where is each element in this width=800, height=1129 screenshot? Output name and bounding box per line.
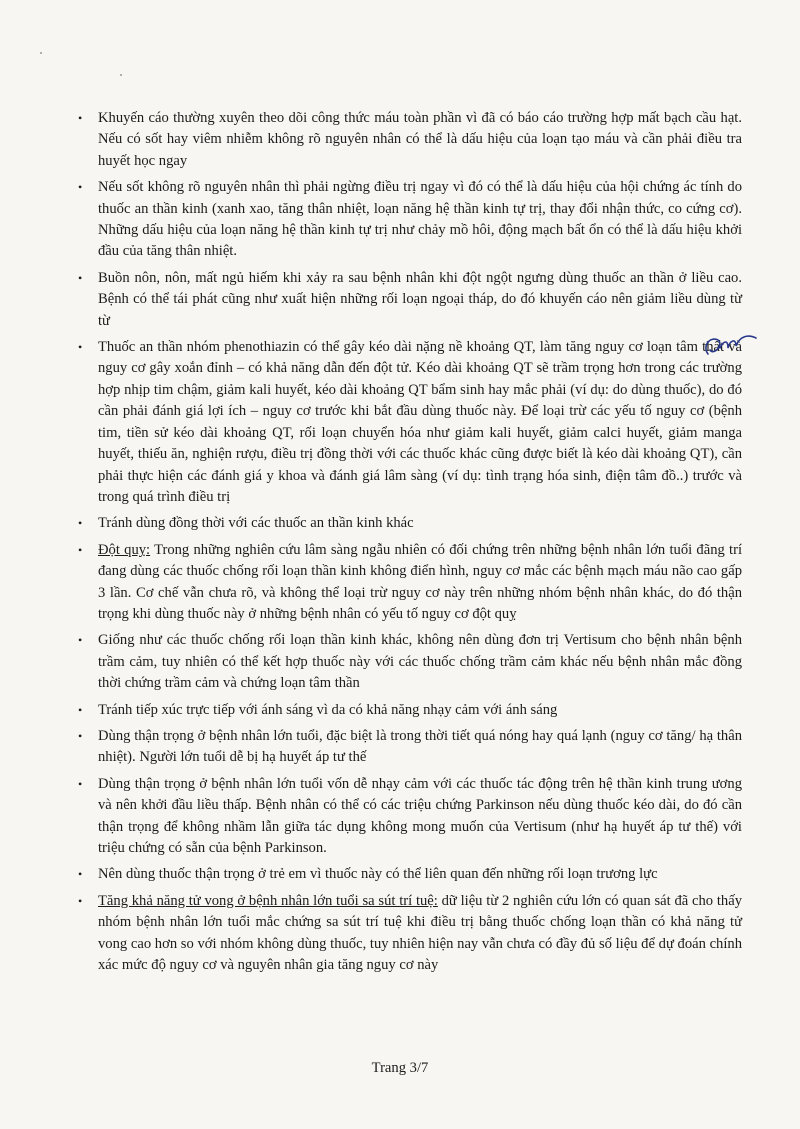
bullet-item — [78, 540, 742, 626]
bullet-icon: • — [78, 340, 83, 355]
bullet-icon: • — [78, 270, 83, 285]
bullet-item — [78, 864, 742, 885]
bullet-item — [78, 891, 742, 977]
handwritten-initial-icon — [700, 326, 760, 366]
scan-speck — [120, 74, 122, 76]
bullet-item — [78, 513, 742, 534]
bullet-text: Buồn nôn, nôn, mất ngủ hiếm khi xảy ra sau bệnh nhân khi đột ngột ngưng dùng thuốc an thần ở liều cao. Bệnh có thể tái phát cũng như xuất hiện những rối loạn ngoại tháp, do đó khuyến cáo nên giảm liều dùng từ từ — [98, 269, 742, 329]
scan-speck — [40, 52, 42, 54]
bullet-icon: • — [78, 516, 83, 531]
bullet-icon: • — [78, 702, 83, 717]
bullet-heading: Đột quỵ: — [98, 541, 151, 558]
bullet-icon: • — [78, 180, 83, 195]
bullet-text: Trong những nghiên cứu lâm sàng ngẫu nhiên có đối chứng trên những bệnh nhân lớn tuổi đãng trí đang dùng các thuốc chống rối loạn thần kinh không điển hình, nguy cơ mắc các bệnh mạch máu não cao gấp 3 lần. Cơ chế vẫn chưa rõ, và không thể loại trừ nguy cơ này trên những nhóm bệnh nhân khác, do đó thận trọng khi dùng thuốc này ở những bệnh nhân có yếu tố nguy cơ đột quỵ — [98, 541, 743, 622]
bullet-icon: • — [78, 893, 83, 908]
bullet-item — [78, 630, 742, 694]
bullet-icon: • — [78, 776, 83, 791]
bullet-text: Tránh tiếp xúc trực tiếp với ánh sáng vì da có khả năng nhạy cảm với ánh sáng — [98, 701, 558, 718]
bullet-item — [78, 268, 742, 332]
bullet-text: Nên dùng thuốc thận trọng ở trẻ em vì thuốc này có thể liên quan đến những rối loạn trương lực — [98, 866, 658, 883]
page-number: Trang 3/7 — [371, 1060, 429, 1076]
bullet-icon: • — [78, 111, 83, 125]
bullet-text: dữ liệu từ 2 nghiên cứu lớn có quan sát đã cho thấy nhóm bệnh nhân lớn tuổi mắc chứng sa sút trí tuệ khi điều trị bằng thuốc chống loạn thần có khả năng tử vong cao hơn so với nhóm không dùng thuốc, tuy nhiên hiện nay vẫn chưa có đầy đủ số liệu để dự đoán chính xác mức độ nguy cơ và nguyên nhân gia tăng nguy cơ này — [98, 892, 742, 974]
bullet-icon: • — [78, 867, 83, 882]
bullet-icon: • — [78, 633, 83, 648]
bullet-text: Thuốc an thần nhóm phenothiazin có thể gây kéo dài nặng nề khoảng QT, làm tăng nguy cơ loạn tâm thất và nguy cơ gây xoắn đỉnh – có khả năng dẫn đến đột tử. Kéo dài khoảng QT sẽ trầm trọng hơn trong các trường hợp nhịp tim chậm, giảm kali huyết, kéo dài khoảng QT bẩm sinh hay mắc phải (ví dụ: do dùng thuốc), do đó cần phải đánh giá lợi ích – nguy cơ trước khi bắt đầu dùng thuốc này. Để loại trừ các yếu tố nguy cơ (bệnh tim, tiền sử kéo dài khoảng QT, rối loạn chuyển hóa như giảm kali huyết, giảm calci huyết, giảm manga huyết, thiếu ăn, nghiện rượu, điều trị đồng thời với các thuốc khác cũng được biết là kéo dài khoảng QT), cần phải thực hiện các đánh giá y khoa và đánh giá lâm sàng (ví dụ: tình trạng hóa sinh, điện tâm đồ..) trước và trong quá trình điều trị — [98, 339, 742, 505]
bullet-item — [78, 774, 742, 860]
bullet-text: Nếu sốt không rõ nguyên nhân thì phải ngừng điều trị ngay vì đó có thể là dấu hiệu của hội chứng ác tính do thuốc an thần kinh (xanh xao, tăng thân nhiệt, loạn năng hệ thần kinh tự trị, thay đổi nhận thức, co cứng cơ). Những dấu hiệu của loạn năng hệ thần kinh tự trị như chảy mồ hôi, động mạch bất ổn có thể là dấu hiệu khởi đầu của tăng thân nhiệt. — [98, 179, 742, 260]
bullet-text: Tránh dùng đồng thời với các thuốc an thần kinh khác — [98, 515, 414, 532]
bullet-text: Dùng thận trọng ở bệnh nhân lớn tuổi, đặc biệt là trong thời tiết quá nóng hay quá lạnh (nguy cơ tăng/ hạ thân nhiệt). Người lớn tuổi dễ bị hạ huyết áp tư thế — [98, 727, 742, 766]
bullet-item — [78, 108, 742, 172]
bullet-item — [78, 177, 742, 263]
bullet-text: Dùng thận trọng ở bệnh nhân lớn tuổi vốn dễ nhạy cảm với các thuốc tác động trên hệ thần kinh trung ương và nên khởi đầu liều thấp. Bệnh nhân có thể có các triệu chứng Parkinson nếu dùng thuốc kéo dài, do đó cần thận trọng để không nhầm lẫn giữa tác dụng không mong muốn của Vertisum (như hạ huyết áp tư thế) với triệu chứng có sẵn của bệnh Parkinson. — [98, 775, 742, 856]
bullet-text: Khuyến cáo thường xuyên theo dõi công thức máu toàn phần vì đã có báo cáo trường hợp mất bạch cầu hạt. Nếu có sốt hay viêm nhiễm không rõ nguyên nhân có thể là dấu hiệu của loạn tạo máu và cần phải điều tra huyết học ngay — [98, 110, 742, 169]
bullet-item — [78, 337, 742, 508]
bullet-text: Giống như các thuốc chống rối loạn thần kinh khác, không nên dùng đơn trị Vertisum cho bệnh nhân bệnh trầm cảm, tuy nhiên có thể kết hợp thuốc này với các thuốc chống trầm cảm khác nếu bệnh nhân mắc đồng thời chứng trầm cảm và chứng loạn tâm thần — [98, 632, 742, 692]
bullet-icon: • — [78, 542, 83, 557]
bullet-icon: • — [78, 728, 83, 743]
bullet-list — [78, 108, 742, 981]
bullet-heading: Tăng khả năng tử vong ở bệnh nhân lớn tuổi sa sút trí tuệ: — [98, 892, 438, 909]
bullet-item — [78, 700, 742, 721]
bullet-item — [78, 726, 742, 769]
